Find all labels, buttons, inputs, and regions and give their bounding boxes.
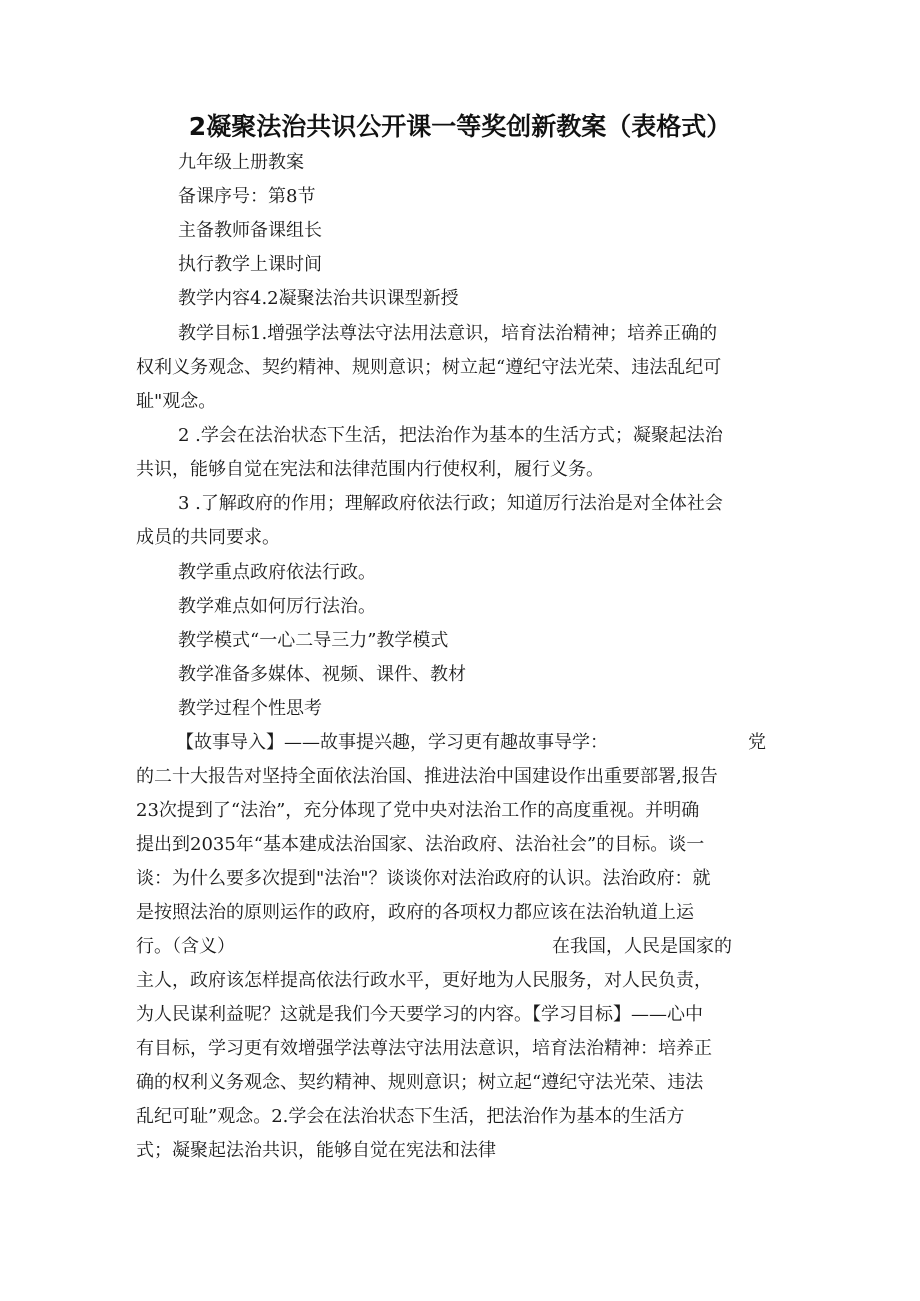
process-line: 教学过程个性思考 [178, 698, 322, 719]
body-line-6: 是按照法治的原则运作的政府，政府的各项权力都应该在法治轨道上运 [136, 902, 694, 923]
teacher-line: 主备教师备课组长 [178, 220, 322, 241]
body-line-3: 23次提到了“法治”，充分体现了党中央对法治工作的高度重视。并明确 [136, 800, 700, 821]
objectives-line-3: 耻"观念。 [136, 391, 217, 412]
preparation-line: 教学准备多媒体、视频、课件、教材 [178, 664, 466, 685]
objectives-line-2: 权利义务观念、契约精神、规则意识；树立起“遵纪守法光荣、违法乱纪可 [136, 357, 722, 378]
objective-2-line-2: 共识，能够自觉在宪法和法律范围内行使权利，履行义务。 [136, 459, 604, 480]
objective-2-line-1: 2 .学会在法治状态下生活，把法治作为基本的生活方式；凝聚起法治 [178, 425, 723, 446]
body-line-2: 的二十大报告对坚持全面依法治国、推进法治中国建设作出重要部署,报告 [136, 766, 718, 787]
execution-line: 执行教学上课时间 [178, 254, 322, 275]
body-line-13: 式；凝聚起法治共识，能够自觉在宪法和法律 [136, 1140, 496, 1161]
story-intro-line: 【故事导入】——故事提兴趣，学习更有趣故事导学： [176, 732, 608, 753]
objective-3-line-1: 3 .了解政府的作用；理解政府依法行政；知道厉行法治是对全体社会 [178, 493, 723, 514]
body-line-12: 乱纪可耻”观念。2.学会在法治状态下生活，把法治作为基本的生活方 [136, 1106, 685, 1127]
body-line-7-start: 行。（含义） [136, 936, 235, 957]
difficulty-line: 教学难点如何厉行法治。 [178, 596, 376, 617]
document-title: 2凝聚法治共识公开课一等奖创新教案（表格式） [188, 112, 732, 141]
body-line-4: 提出到2035年“基本建成法治国家、法治政府、法治社会”的目标。谈一 [136, 834, 705, 855]
mode-line: 教学模式“一心二导三力”教学模式 [178, 630, 449, 651]
story-intro-tail: 党 [748, 732, 766, 753]
objectives-line-1: 教学目标1.增强学法尊法守法用法意识，培育法治精神；培养正确的 [178, 323, 718, 344]
body-line-7-end: 在我国，人民是国家的 [552, 936, 732, 957]
objective-3-line-2: 成员的共同要求。 [136, 527, 280, 548]
body-line-10: 有目标，学习更有效增强学法尊法守法用法意识，培育法治精神：培养正 [136, 1038, 712, 1059]
content-line: 教学内容4.2凝聚法治共识课型新授 [178, 288, 459, 309]
body-line-5: 谈：为什么要多次提到"法治"？谈谈你对法治政府的认识。法治政府：就 [136, 868, 711, 889]
grade-line: 九年级上册教案 [178, 152, 304, 173]
body-line-11: 确的权利义务观念、契约精神、规则意识；树立起“遵纪守法光荣、违法 [136, 1072, 704, 1093]
key-point-line: 教学重点政府依法行政。 [178, 562, 376, 583]
body-line-9: 为人民谋利益呢？这就是我们今天要学习的内容。【学习目标】——心中 [136, 1004, 703, 1025]
body-line-8: 主人，政府该怎样提高依法行政水平，更好地为人民服务，对人民负责， [136, 970, 712, 991]
lesson-number-line: 备课序号：第8节 [178, 186, 316, 207]
